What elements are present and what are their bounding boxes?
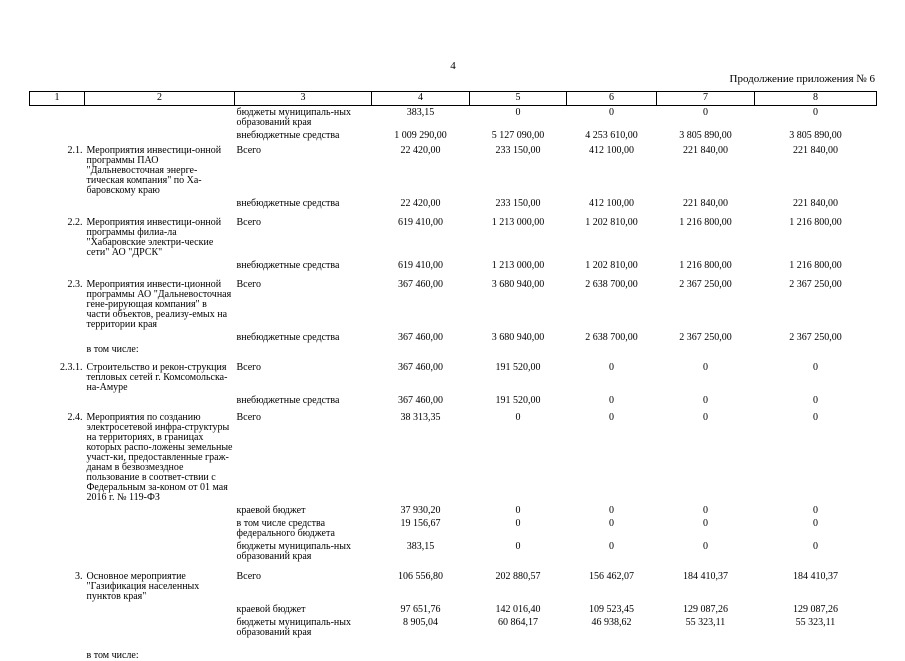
- amount-cell: 0: [813, 395, 818, 406]
- amount-cell: [567, 343, 657, 355]
- funding-source: краевой бюджет: [236, 604, 306, 615]
- table-row: [30, 539, 877, 562]
- amount-cell: 142 016,40: [495, 604, 541, 615]
- table-row: [30, 330, 877, 343]
- table-row: [30, 271, 877, 330]
- amount-cell: 156 462,07: [589, 571, 634, 582]
- table-row: [30, 343, 877, 355]
- appendix-continuation-label: Продолжение приложения № 6: [729, 73, 875, 85]
- table-row: [30, 209, 877, 258]
- activity-name: в том числе:: [86, 650, 139, 661]
- amount-cell: 184 410,37: [793, 571, 838, 582]
- amount-cell: 0: [703, 412, 708, 423]
- amount-cell: 2 638 700,00: [585, 279, 638, 290]
- activity-name: Мероприятия по созданию электросетевой инфра-структуры на территориях, в границах которых распо-ложены земельные участ-ки, предоставленные граж-данам в безвозмездное пользование в соответ-ствии с Федеральным за-коном от 01 мая 2016 г. № 119-ФЗ: [86, 412, 233, 503]
- amount-cell: 1 009 290,00: [394, 130, 447, 141]
- activity-name: [85, 258, 235, 271]
- amount-cell: 46 938,62: [591, 617, 632, 628]
- row-number: [30, 343, 85, 355]
- amount-cell: 38 313,35: [400, 412, 441, 423]
- activity-name: Основное мероприятие "Газификация населенных пунктов края": [86, 571, 200, 602]
- amount-cell: 367 460,00: [398, 362, 443, 373]
- table-header-row: [30, 92, 877, 106]
- funding-source: краевой бюджет: [236, 505, 306, 516]
- amount-cell: 129 087,26: [683, 604, 728, 615]
- row-number: [30, 330, 85, 343]
- activity-name: Мероприятия инвестици-онной программы филиа-ла "Хабаровские электри-ческие сети" АО "ДРСК": [86, 217, 222, 258]
- column-header: 2: [85, 92, 235, 106]
- amount-cell: 383,15: [406, 541, 435, 552]
- amount-cell: 202 880,57: [495, 571, 541, 582]
- amount-cell: 0: [609, 395, 614, 406]
- amount-cell: 55 323,11: [685, 617, 726, 628]
- funding-source: в том числе средства федерального бюджета: [236, 518, 335, 539]
- amount-cell: 367 460,00: [398, 332, 443, 343]
- activity-name: Мероприятия инвести-ционной программы АО "Дальневосточная гене-рирующая компания" в части объектов, реализу-емых на территории края: [86, 279, 232, 330]
- funding-source: [235, 343, 372, 355]
- activity-name: Мероприятия инвестици-онной программы ПАО "Дальневосточная энерге-тическая компания" по Ха-баровскому краю: [86, 145, 222, 196]
- row-number: [30, 516, 85, 539]
- activity-name: [85, 106, 235, 129]
- amount-cell: 367 460,00: [398, 279, 443, 290]
- table-row: [30, 516, 877, 539]
- amount-cell: 383,15: [406, 107, 435, 118]
- table-row: [30, 562, 877, 602]
- amount-cell: 619 410,00: [398, 217, 443, 228]
- row-number: 2.3.1.: [60, 362, 83, 373]
- amount-cell: 233 150,00: [495, 198, 541, 209]
- amount-cell: 1 213 000,00: [491, 260, 545, 271]
- amount-cell: 412 100,00: [589, 198, 634, 209]
- amount-cell: 0: [813, 412, 818, 423]
- amount-cell: [470, 638, 567, 661]
- amount-cell: 367 460,00: [398, 395, 443, 406]
- amount-cell: 412 100,00: [589, 145, 634, 156]
- amount-cell: 60 864,17: [498, 617, 538, 628]
- amount-cell: 1 216 800,00: [679, 217, 732, 228]
- activity-name: [85, 615, 235, 638]
- amount-cell: 0: [515, 505, 521, 516]
- amount-cell: 0: [703, 107, 708, 118]
- amount-cell: 233 150,00: [495, 145, 541, 156]
- table-row: [30, 615, 877, 638]
- table-row: [30, 141, 877, 196]
- activity-name: [85, 393, 235, 406]
- row-number: [30, 503, 85, 516]
- row-number: 2.3.: [67, 279, 83, 290]
- funding-source: [235, 638, 372, 661]
- amount-cell: [470, 343, 567, 355]
- amount-cell: 221 840,00: [683, 198, 728, 209]
- amount-cell: 2 367 250,00: [789, 279, 842, 290]
- amount-cell: 0: [813, 505, 818, 516]
- amount-cell: 221 840,00: [793, 145, 838, 156]
- amount-cell: 0: [813, 107, 818, 118]
- amount-cell: 221 840,00: [683, 145, 728, 156]
- amount-cell: [372, 343, 470, 355]
- amount-cell: [755, 343, 877, 355]
- table-row: [30, 258, 877, 271]
- activity-name: [85, 602, 235, 615]
- amount-cell: 3 680 940,00: [491, 332, 545, 343]
- funding-source: Всего: [236, 362, 262, 373]
- amount-cell: 0: [703, 505, 708, 516]
- column-header: 4: [372, 92, 470, 106]
- row-number: [30, 196, 85, 209]
- table-row: [30, 406, 877, 503]
- amount-cell: [755, 638, 877, 661]
- amount-cell: 0: [609, 412, 614, 423]
- amount-cell: 0: [609, 362, 614, 373]
- amount-cell: 22 420,00: [400, 145, 441, 156]
- amount-cell: 4 253 610,00: [585, 130, 638, 141]
- amount-cell: 0: [515, 412, 521, 423]
- funding-source: внебюджетные средства: [236, 260, 340, 271]
- funding-source: бюджеты муниципаль-ных образований края: [236, 617, 352, 638]
- amount-cell: 55 323,11: [795, 617, 836, 628]
- funding-source: Всего: [236, 145, 262, 156]
- activity-name: [85, 503, 235, 516]
- amount-cell: 0: [703, 541, 708, 552]
- amount-cell: 97 651,76: [400, 604, 441, 615]
- amount-cell: 3 680 940,00: [491, 279, 545, 290]
- funding-source: Всего: [236, 217, 262, 228]
- table-row: [30, 638, 877, 661]
- amount-cell: 129 087,26: [793, 604, 838, 615]
- amount-cell: 106 556,80: [398, 571, 443, 582]
- amount-cell: [657, 343, 755, 355]
- amount-cell: 5 127 090,00: [491, 130, 545, 141]
- amount-cell: 0: [515, 518, 521, 529]
- funding-source: внебюджетные средства: [236, 395, 340, 406]
- amount-cell: 0: [609, 107, 614, 118]
- table-row: [30, 602, 877, 615]
- funding-source: бюджеты муниципаль-ных образований края: [236, 541, 352, 562]
- funding-source: внебюджетные средства: [236, 130, 340, 141]
- table-row: [30, 128, 877, 141]
- row-number: 2.1.: [67, 145, 83, 156]
- amount-cell: 3 805 890,00: [679, 130, 732, 141]
- amount-cell: 0: [609, 518, 614, 529]
- table-row: [30, 106, 877, 129]
- amount-cell: 0: [515, 541, 521, 552]
- amount-cell: 22 420,00: [400, 198, 441, 209]
- funding-source: Всего: [236, 279, 262, 290]
- column-header: 5: [470, 92, 567, 106]
- activity-name: в том числе:: [86, 344, 139, 355]
- activity-name: Строительство и рекон-струкция тепловых сетей г. Комсомольска-на-Амуре: [86, 362, 228, 393]
- column-header: 3: [235, 92, 372, 106]
- amount-cell: 2 367 250,00: [679, 332, 732, 343]
- amount-cell: 0: [609, 505, 614, 516]
- funding-source: бюджеты муниципаль-ных образований края: [236, 107, 352, 128]
- table-row: [30, 196, 877, 209]
- row-number: [30, 393, 85, 406]
- amount-cell: 0: [813, 518, 818, 529]
- amount-cell: 619 410,00: [398, 260, 443, 271]
- row-number: [30, 602, 85, 615]
- column-header: 8: [755, 92, 877, 106]
- amount-cell: 8 905,04: [403, 617, 438, 628]
- amount-cell: 37 930,20: [400, 505, 441, 516]
- amount-cell: 0: [813, 362, 818, 373]
- funding-source: внебюджетные средства: [236, 198, 340, 209]
- row-number: 3.: [75, 571, 83, 582]
- amount-cell: 2 638 700,00: [585, 332, 638, 343]
- amount-cell: 0: [703, 362, 708, 373]
- amount-cell: 1 216 800,00: [789, 217, 842, 228]
- activity-name: [85, 330, 235, 343]
- row-number: [30, 638, 85, 661]
- amount-cell: [372, 638, 470, 661]
- amount-cell: 1 216 800,00: [679, 260, 732, 271]
- amount-cell: 0: [609, 541, 614, 552]
- amount-cell: 1 213 000,00: [491, 217, 545, 228]
- column-header: 7: [657, 92, 755, 106]
- amount-cell: [567, 638, 657, 661]
- activity-name: [85, 516, 235, 539]
- amount-cell: 184 410,37: [683, 571, 728, 582]
- amount-cell: 3 805 890,00: [789, 130, 842, 141]
- table-row: [30, 503, 877, 516]
- funding-source: Всего: [236, 571, 262, 582]
- row-number: 2.2.: [67, 217, 83, 228]
- activity-name: [85, 196, 235, 209]
- amount-cell: 221 840,00: [793, 198, 838, 209]
- table-row: [30, 355, 877, 393]
- amount-cell: 0: [813, 541, 818, 552]
- amount-cell: 191 520,00: [495, 362, 541, 373]
- column-header: 1: [30, 92, 85, 106]
- row-number: [30, 106, 85, 129]
- amount-cell: 0: [703, 518, 708, 529]
- row-number: [30, 539, 85, 562]
- row-number: [30, 615, 85, 638]
- table-row: [30, 393, 877, 406]
- activity-name: [85, 539, 235, 562]
- row-number: [30, 258, 85, 271]
- budget-table: [29, 91, 877, 661]
- amount-cell: 1 216 800,00: [789, 260, 842, 271]
- row-number: [30, 128, 85, 141]
- page-number: 4: [450, 60, 456, 72]
- column-header: 6: [567, 92, 657, 106]
- row-number: 2.4.: [67, 412, 83, 423]
- amount-cell: 191 520,00: [495, 395, 541, 406]
- funding-source: Всего: [236, 412, 262, 423]
- activity-name: [85, 128, 235, 141]
- amount-cell: 1 202 810,00: [585, 217, 638, 228]
- amount-cell: 0: [703, 395, 708, 406]
- amount-cell: 19 156,67: [400, 518, 441, 529]
- amount-cell: 109 523,45: [589, 604, 634, 615]
- amount-cell: 2 367 250,00: [789, 332, 842, 343]
- funding-source: внебюджетные средства: [236, 332, 340, 343]
- amount-cell: 2 367 250,00: [679, 279, 732, 290]
- amount-cell: 1 202 810,00: [585, 260, 638, 271]
- amount-cell: 0: [515, 107, 521, 118]
- amount-cell: [657, 638, 755, 661]
